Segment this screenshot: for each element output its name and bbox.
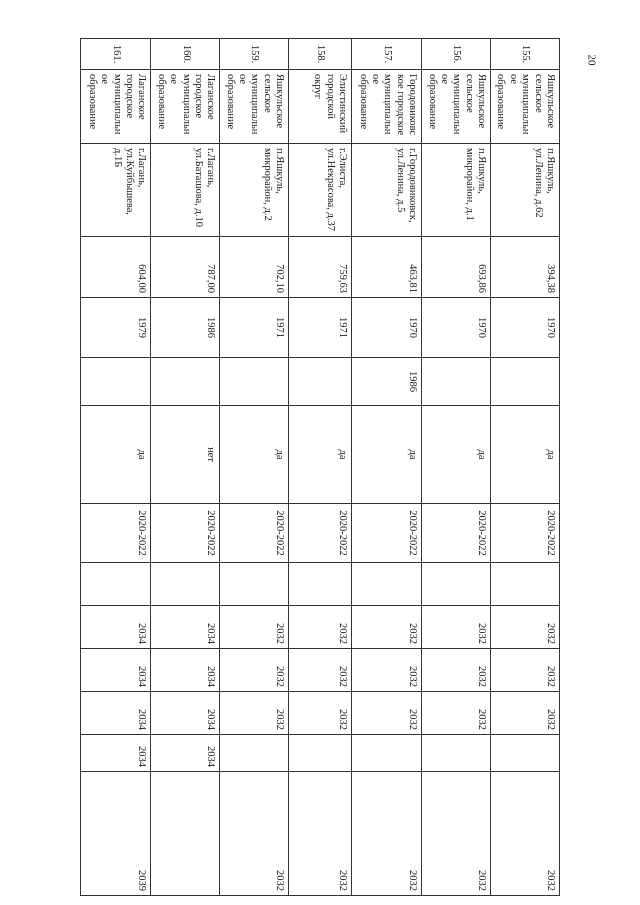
cell-row-number: 161. <box>81 39 151 70</box>
cell-year-built: 1971 <box>289 298 352 358</box>
cell-period: 2020-2022 <box>81 504 151 563</box>
table-row <box>352 39 422 896</box>
cell-col-9 <box>151 563 220 606</box>
cell-col-11: 2034 <box>81 649 151 692</box>
cell-year-reconstructed <box>81 358 151 406</box>
cell-year-reconstructed <box>289 358 352 406</box>
cell-status: нет <box>151 406 220 504</box>
cell-col-14 <box>151 772 220 896</box>
cell-municipality: Лаганское городское муниципальное образование <box>81 70 151 144</box>
cell-address: г.Элиста, ул.Некрасова, д.37 <box>289 144 352 237</box>
cell-col-13 <box>289 735 352 772</box>
cell-col-9 <box>289 563 352 606</box>
cell-col-14: 2039 <box>81 772 151 896</box>
cell-year-reconstructed <box>220 358 289 406</box>
table-row <box>491 39 560 896</box>
cell-col-10: 2034 <box>81 606 151 649</box>
cell-address: г.Лагань, ул.Баташова, д.10 <box>151 144 220 237</box>
table-row <box>220 39 289 896</box>
cell-municipality: Яшкульское сельское муниципальное образование <box>491 70 560 144</box>
cell-col-11: 2034 <box>151 649 220 692</box>
cell-area: 787,00 <box>151 237 220 298</box>
cell-period: 2020-2022 <box>491 504 560 563</box>
cell-year-built: 1970 <box>422 298 491 358</box>
cell-col-9 <box>352 563 422 606</box>
cell-status: да <box>422 406 491 504</box>
cell-year-built: 1970 <box>491 298 560 358</box>
cell-col-13 <box>422 735 491 772</box>
cell-municipality: Элистинский городской округ <box>289 70 352 144</box>
cell-col-10: 2032 <box>220 606 289 649</box>
cell-col-13 <box>220 735 289 772</box>
cell-period: 2020-2022 <box>289 504 352 563</box>
cell-col-13: 2034 <box>151 735 220 772</box>
cell-col-12: 2032 <box>220 692 289 735</box>
cell-col-10: 2032 <box>422 606 491 649</box>
cell-col-14: 2032 <box>289 772 352 896</box>
cell-col-12: 2034 <box>151 692 220 735</box>
cell-col-13 <box>352 735 422 772</box>
cell-year-built: 1986 <box>151 298 220 358</box>
cell-col-10: 2034 <box>151 606 220 649</box>
cell-municipality: Яшкульское сельское муниципальное образование <box>220 70 289 144</box>
cell-col-9 <box>422 563 491 606</box>
cell-status: да <box>220 406 289 504</box>
cell-address: г.Городовиковск, ул.Ленина, д.5 <box>352 144 422 237</box>
cell-col-13 <box>491 735 560 772</box>
cell-col-11: 2032 <box>491 649 560 692</box>
cell-col-13: 2034 <box>81 735 151 772</box>
table-area <box>87 38 560 895</box>
table-row <box>81 39 151 896</box>
cell-row-number: 157. <box>352 39 422 70</box>
cell-area: 463,81 <box>352 237 422 298</box>
cell-municipality: Городовиковское городское муниципальное образование <box>352 70 422 144</box>
page-number: 20 <box>585 54 597 66</box>
table-row <box>289 39 352 896</box>
cell-area: 702,10 <box>220 237 289 298</box>
cell-municipality: Яшкульское сельское муниципальное образование <box>422 70 491 144</box>
table-row <box>422 39 491 896</box>
cell-col-9 <box>81 563 151 606</box>
cell-row-number: 159. <box>220 39 289 70</box>
cell-col-9 <box>220 563 289 606</box>
cell-col-10: 2032 <box>289 606 352 649</box>
cell-area: 604,00 <box>81 237 151 298</box>
cell-address: г.Лагань, ул.Куйбышева, д.1Б <box>81 144 151 237</box>
cell-row-number: 156. <box>422 39 491 70</box>
cell-period: 2020-2022 <box>352 504 422 563</box>
cell-year-reconstructed <box>422 358 491 406</box>
cell-row-number: 155. <box>491 39 560 70</box>
cell-year-built: 1970 <box>352 298 422 358</box>
cell-period: 2020-2022 <box>422 504 491 563</box>
cell-area: 693,86 <box>422 237 491 298</box>
cell-col-14: 2032 <box>422 772 491 896</box>
cell-col-10: 2032 <box>491 606 560 649</box>
cell-year-built: 1971 <box>220 298 289 358</box>
cell-col-14: 2032 <box>220 772 289 896</box>
cell-col-11: 2032 <box>289 649 352 692</box>
cell-period: 2020-2022 <box>151 504 220 563</box>
cell-col-11: 2032 <box>220 649 289 692</box>
cell-status: да <box>491 406 560 504</box>
cell-address: п.Яшкуль, ул.Ленина, д.62 <box>491 144 560 237</box>
table-row <box>151 39 220 896</box>
cell-status: да <box>352 406 422 504</box>
cell-address: п.Яшкуль, микрорайон, д.2 <box>220 144 289 237</box>
cell-col-12: 2032 <box>422 692 491 735</box>
cell-col-11: 2032 <box>352 649 422 692</box>
cell-col-12: 2034 <box>81 692 151 735</box>
cell-row-number: 158. <box>289 39 352 70</box>
cell-year-reconstructed: 1986 <box>352 358 422 406</box>
buildings-table <box>81 38 561 896</box>
cell-col-14: 2032 <box>352 772 422 896</box>
cell-status: да <box>289 406 352 504</box>
cell-municipality: Лаганское городское муниципальное образование <box>151 70 220 144</box>
cell-col-9 <box>491 563 560 606</box>
cell-row-number: 160. <box>151 39 220 70</box>
cell-area: 759,63 <box>289 237 352 298</box>
cell-col-12: 2032 <box>491 692 560 735</box>
cell-year-reconstructed <box>151 358 220 406</box>
cell-col-14: 2032 <box>491 772 560 896</box>
cell-col-11: 2032 <box>422 649 491 692</box>
cell-col-10: 2032 <box>352 606 422 649</box>
cell-address: п.Яшкуль, микрорайон, д.1 <box>422 144 491 237</box>
cell-year-reconstructed <box>491 358 560 406</box>
cell-col-12: 2032 <box>352 692 422 735</box>
cell-status: да <box>81 406 151 504</box>
cell-year-built: 1979 <box>81 298 151 358</box>
cell-period: 2020-2022 <box>220 504 289 563</box>
cell-area: 394,38 <box>491 237 560 298</box>
cell-col-12: 2032 <box>289 692 352 735</box>
